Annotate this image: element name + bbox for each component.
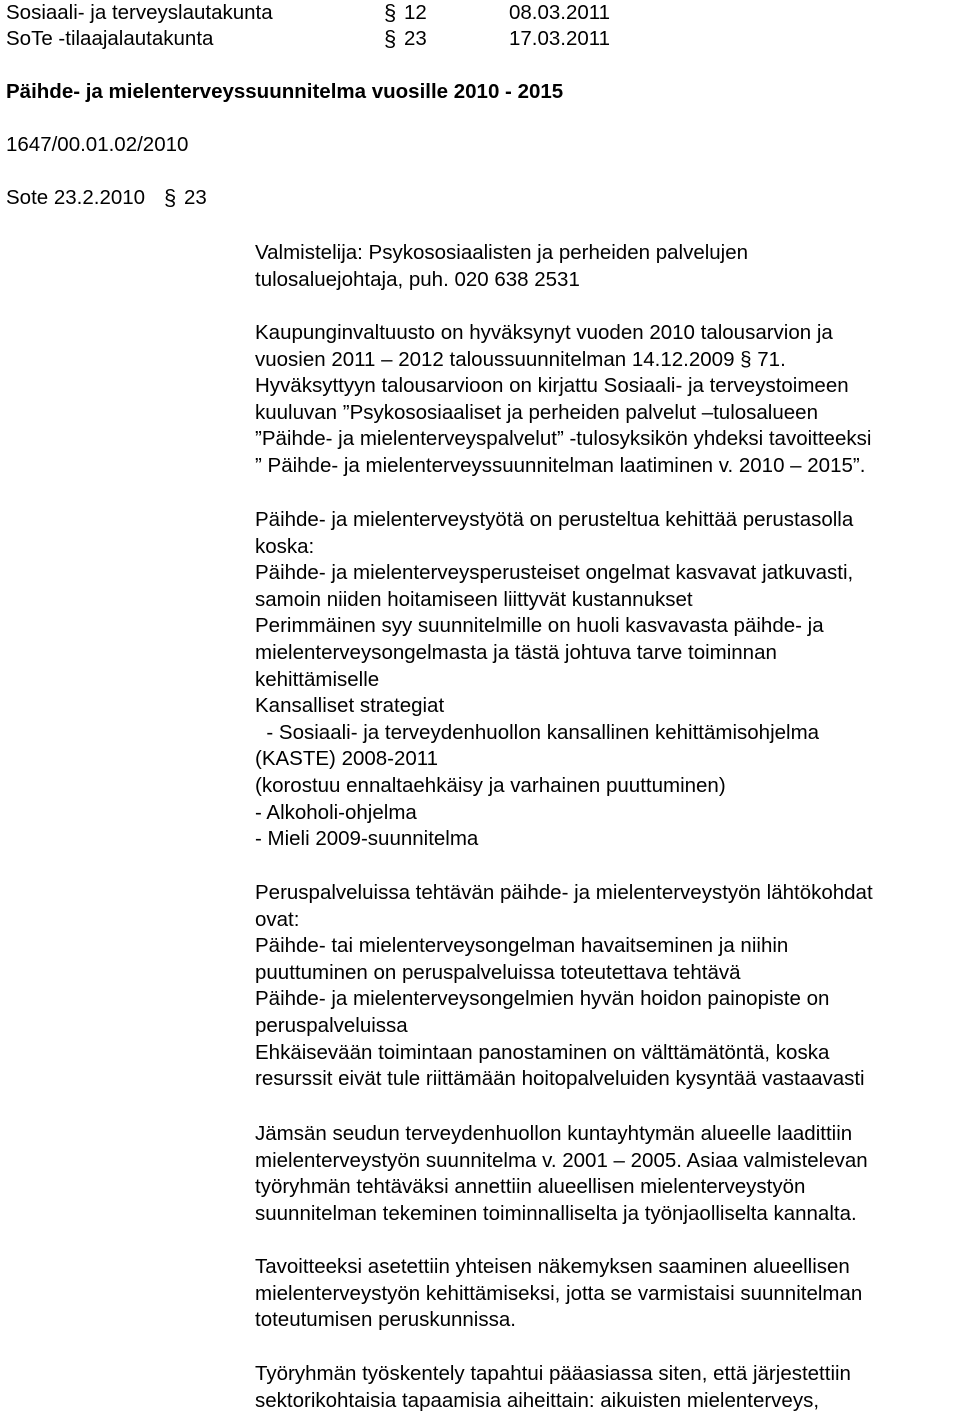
prior-handling-label: Sote 23.2.2010 [6,186,146,209]
text-line: Perimmäinen syy suunnitelmille on huoli kasvavasta päihde- ja [255,614,824,638]
text-line: - Mieli 2009-suunnitelma [255,827,479,851]
section-icon: § [164,185,177,210]
text-line: mielenterveystyön kehittämiseksi, jotta se varmistaisi suunnitelman [255,1281,863,1305]
text-line: Päihde- ja mielenterveysongelmien hyvän hoidon painopiste on [255,987,830,1011]
text-line: suunnitelman tekeminen toiminnalliselta ja työnjaolliselta kannalta. [255,1201,857,1225]
paragraph-6 [255,1361,955,1414]
preparer-line: Valmistelija: Psykososiaalisten ja perheiden palvelujen [255,241,749,264]
section-icon: § [740,347,752,371]
paragraph-1 [255,320,955,480]
section-icon: § [384,26,397,51]
text-line: ”Päihde- ja mielenterveyspalvelut” -tulosyksikön yhdeksi tavoitteeksi [255,427,872,451]
text-line: puuttuminen on peruspalveluissa toteutettava tehtävä [255,960,741,984]
text-line: Päihde- tai mielenterveysongelman havaitseminen ja niihin [255,934,789,958]
text-line: kehittämiselle [255,667,380,691]
text-line: (korostuu ennaltaehkäisy ja varhainen puuttuminen) [255,773,726,797]
meeting-date-1: 08.03.2011 [509,1,611,24]
text-line: ” Päihde- ja mielenterveyssuunnitelman laatiminen v. 2010 – 2015”. [255,453,866,477]
text-line: mielenterveysongelmasta ja tästä johtuva tarve toiminnan [255,640,777,664]
text-line: koska: [255,534,315,558]
committee-1: Sosiaali- ja terveyslautakunta [6,1,273,24]
text-line: toteutumisen peruskunnissa. [255,1308,516,1332]
paragraph-4 [255,1121,955,1227]
text-line: mielenterveystyön suunnitelma v. 2001 – 2005. Asiaa valmistelevan [255,1148,868,1172]
text-line: Peruspalveluissa tehtävän päihde- ja mielenterveystyön lähtökohdat [255,881,873,904]
section-number-1: 12 [404,1,427,24]
text-line: työryhmän tehtäväksi annettiin alueellisen mielenterveystyön [255,1175,806,1199]
text-line: - Sosiaali- ja terveydenhuollon kansallinen kehittämisohjelma [255,720,820,744]
text-line: sektorikohtaisia tapaamisia aiheittain: aikuisten mielenterveys, [255,1388,820,1412]
paragraph-2 [255,507,955,853]
text-line: resurssit eivät tule riittämään hoitopalveluiden kysyntää vastaavasti [255,1067,865,1091]
preparer-line: tulosaluejohtaja, puh. 020 638 2531 [255,267,580,291]
section-number-2: 23 [404,27,427,50]
text-line: peruspalveluissa [255,1013,408,1037]
text-line: Kansalliset strategiat [255,694,445,718]
text-line: Hyväksyttyyn talousarvioon on kirjattu Sosiaali- ja terveystoimeen [255,374,849,398]
text-line: Päihde- ja mielenterveysperusteiset ongelmat kasvavat jatkuvasti, [255,561,854,585]
ref-number: 1647/00.01.02/2010 [6,133,189,156]
section-icon: § [384,0,397,25]
paragraph-5 [255,1254,955,1334]
paragraph-3 [255,880,955,1093]
text-line: Työryhmän työskentely tapahtui pääasiassa siten, että järjestettiin [255,1362,851,1385]
text-line: ovat: [255,907,300,931]
text-line: (KASTE) 2008-2011 [255,747,439,771]
committee-2: SoTe -tilaajalautakunta [6,27,214,50]
meeting-date-2: 17.03.2011 [509,27,611,50]
text-line: Jämsän seudun terveydenhuollon kuntayhtymän alueelle laadittiin [255,1122,853,1145]
text-line: - Alkoholi-ohjelma [255,800,417,824]
text-line: kuuluvan ”Psykososiaaliset ja perheiden palvelut –tulosalueen [255,400,818,424]
text-line: vuosien 2011 – 2012 taloussuunnitelman 14.12.2009 § 71. [255,347,786,371]
prior-section-number: 23 [184,186,207,209]
preparer-block [255,240,955,293]
document-title: Päihde- ja mielenterveyssuunnitelma vuosille 2010 - 2015 [6,80,564,103]
text-line: Ehkäisevään toimintaan panostaminen on välttämätöntä, koska [255,1040,830,1064]
text-line: Tavoitteeksi asetettiin yhteisen näkemyksen saaminen alueellisen [255,1255,850,1278]
text-line: Päihde- ja mielenterveystyötä on perusteltua kehittää perustasolla [255,508,854,531]
text-line: samoin niiden hoitamiseen liittyvät kustannukset [255,587,693,611]
text-line: Kaupunginvaltuusto on hyväksynyt vuoden 2010 talousarvion ja [255,321,833,344]
